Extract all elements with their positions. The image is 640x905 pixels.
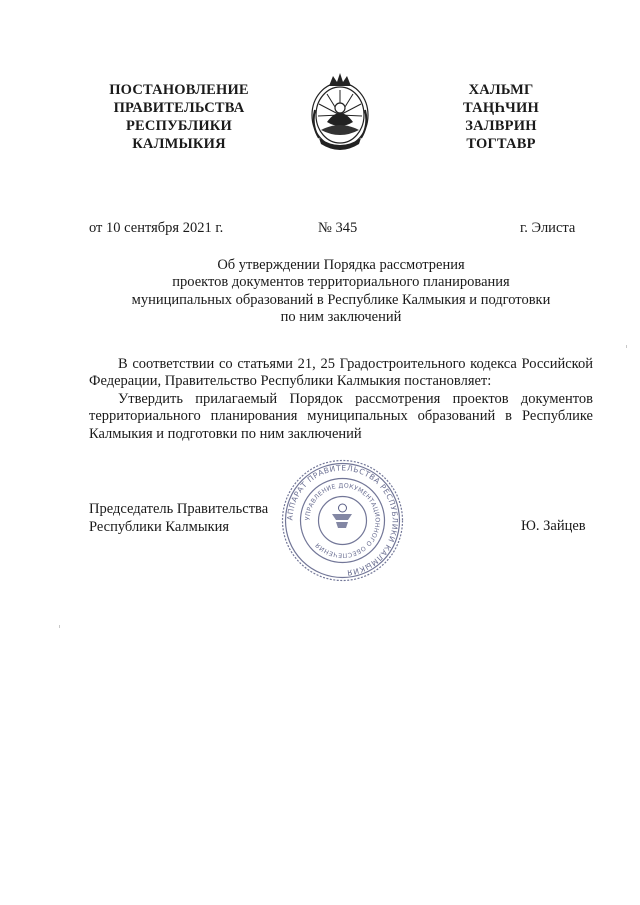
document-title: [89, 257, 593, 326]
header-left-title: [84, 81, 274, 153]
title-line: проектов документов территориального планирования: [172, 274, 510, 291]
signatory-position-line: Председатель Правительства: [89, 501, 269, 517]
stamp-inner-text: УПРАВЛЕНИЕ ДОКУМЕНТАЦИОННОГО ОБЕСПЕЧЕНИЯ: [304, 482, 381, 559]
svg-text:АППАРАТ ПРАВИТЕЛЬСТВА РЕСПУБЛИ: [285, 463, 399, 577]
title-line: муниципальных образований в Республике Калмыкия и подготовки: [131, 291, 551, 308]
title-line: по ним заключений: [280, 308, 402, 325]
document-number: № 345: [318, 220, 358, 236]
signatory-position: [89, 500, 268, 536]
official-stamp-icon: [280, 458, 405, 583]
header-left-line: РЕСПУБЛИКИ: [125, 118, 233, 134]
title-line: Об утверждении Порядка рассмотрения: [217, 257, 465, 273]
document-body: [89, 356, 593, 443]
svg-text:УПРАВЛЕНИЕ ДОКУМЕНТАЦИОННОГО О: [304, 482, 380, 558]
body-paragraph: Утвердить прилагаемый Порядок рассмотрения проектов документов территориального планирования муниципальных образований в Республике Калмыкия и подготовки по ним заключений: [89, 390, 593, 442]
document-city: г. Элиста: [520, 220, 576, 236]
document-date: от 10 сентября 2021 г.: [89, 220, 224, 236]
scan-artifact: [626, 345, 627, 348]
scan-artifact: [59, 625, 60, 628]
header-right-line: ЗАЛВРИН: [465, 118, 537, 134]
header-right-line: ТОГТАВР: [466, 136, 536, 152]
header-left-line: ПРАВИТЕЛЬСТВА: [113, 100, 245, 116]
coat-of-arms-icon: [307, 70, 373, 156]
signatory-position-line: Республики Калмыкия: [89, 519, 230, 535]
stamp-outer-text: АППАРАТ ПРАВИТЕЛЬСТВА РЕСПУБЛИКИ КАЛМЫКИЯ: [285, 463, 400, 578]
header-left-line: ПОСТАНОВЛЕНИЕ: [109, 82, 249, 98]
header-right-line: ТАҢҺЧИН: [463, 100, 539, 116]
header-left-line: КАЛМЫКИЯ: [132, 136, 226, 152]
signatory-name: Ю. Зайцев: [521, 518, 586, 534]
header-right-title: [436, 81, 566, 153]
header-right-line: ХАЛЬМГ: [468, 82, 534, 98]
body-paragraph: В соответствии со статьями 21, 25 Градостроительного кодекса Российской Федерации, Правительство Республики Калмыкия постановляет:: [89, 356, 593, 390]
